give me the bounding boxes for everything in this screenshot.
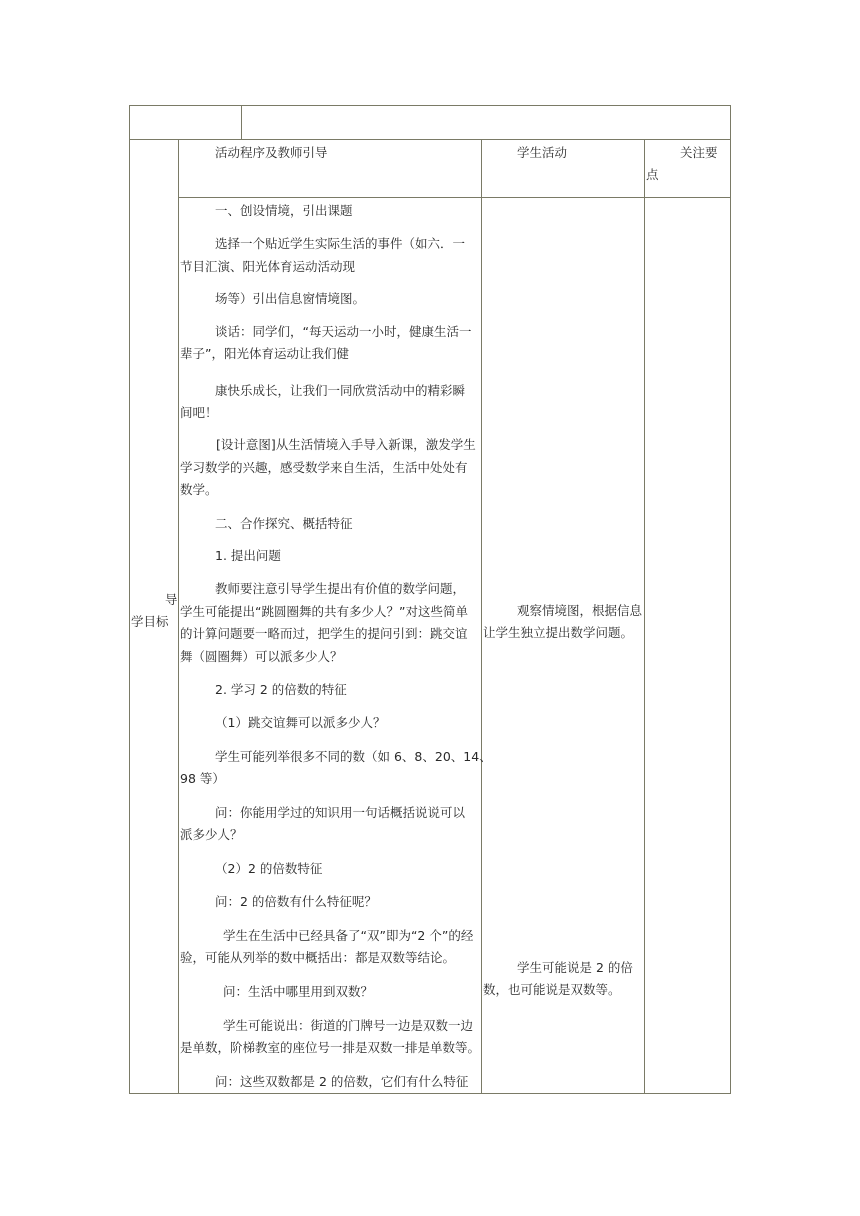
teacher-line: 派多少人？ <box>180 827 243 842</box>
teacher-line: 学生可能列举很多不同的数（如 6、8、20、14、 <box>215 749 492 764</box>
teacher-line: 学生在生活中已经具备了“双”即为“2 个”的经 <box>223 928 474 943</box>
teacher-line: 问：你能用学过的知识用一句话概括说说可以 <box>215 805 466 820</box>
teacher-line: 问：这些双数都是 2 的倍数，它们有什么特征 <box>215 1074 469 1089</box>
teacher-line: （2）2 的倍数特征 <box>215 861 323 876</box>
teacher-line: 辈子”，阳光体育运动让我们健 <box>180 346 349 361</box>
teacher-line: 学生可能说出：街道的门牌号一边是双数一边 <box>223 1018 474 1033</box>
teacher-line: 选择一个贴近学生实际生活的事件（如六．一 <box>215 236 466 251</box>
teacher-line: 问：生活中哪里用到双数？ <box>223 984 374 999</box>
teacher-line: 教师要注意引导学生提出有价值的数学问题， <box>215 581 466 596</box>
header-focus-a: 关注要 <box>680 145 718 160</box>
teacher-line: 的计算问题要一略而过，把学生的提问引到：跳交谊 <box>180 626 468 641</box>
left-label-1: 导 <box>165 592 178 607</box>
teacher-line: 场等）引出信息窗情境图。 <box>215 291 366 306</box>
header-student: 学生活动 <box>517 145 568 160</box>
teacher-line: 学生可能提出“跳圆圈舞的共有多少人？”对这些简单 <box>180 604 468 619</box>
teacher-line: 验，可能从列举的数中概括出：都是双数等结论。 <box>180 950 456 965</box>
student-line: 观察情境图，根据信息 <box>517 603 643 618</box>
teacher-line: 问：2 的倍数有什么特征呢？ <box>215 894 377 909</box>
teacher-line: 98 等） <box>180 771 225 786</box>
teacher-line: 1. 提出问题 <box>215 548 281 563</box>
teacher-line: 节目汇演、阳光体育运动活动现 <box>180 259 356 274</box>
student-line: 数，也可能说是双数等。 <box>483 982 621 997</box>
teacher-line: 2. 学习 2 的倍数的特征 <box>215 682 347 697</box>
teacher-line: （1）跳交谊舞可以派多少人？ <box>215 715 386 730</box>
left-label-2: 学目标 <box>131 614 169 629</box>
teacher-line: 学习数学的兴趣，感受数学来自生活，生活中处处有 <box>180 460 468 475</box>
teacher-line: 数学。 <box>180 482 218 497</box>
student-line: 让学生独立提出数学问题。 <box>483 625 634 640</box>
teacher-line: 谈话：同学们，“每天运动一小时，健康生活一 <box>215 324 472 339</box>
teacher-line: 康快乐成长，让我们一同欣赏活动中的精彩瞬 <box>215 383 466 398</box>
teacher-line: 是单数，阶梯教室的座位号一排是双数一排是单数等。 <box>180 1040 481 1055</box>
teacher-line: 二、合作探究、概括特征 <box>215 516 353 531</box>
teacher-line: 一、创设情境，引出课题 <box>215 203 353 218</box>
student-line: 学生可能说是 2 的倍 <box>517 960 633 975</box>
teacher-line: [设计意图]从生活情境入手导入新课，激发学生 <box>216 437 476 452</box>
teacher-line: 间吧！ <box>180 405 218 420</box>
header-focus-b: 点 <box>646 167 659 182</box>
header-activity: 活动程序及教师引导 <box>215 145 328 160</box>
teacher-line: 舞（圆圈舞）可以派多少人？ <box>180 649 343 664</box>
